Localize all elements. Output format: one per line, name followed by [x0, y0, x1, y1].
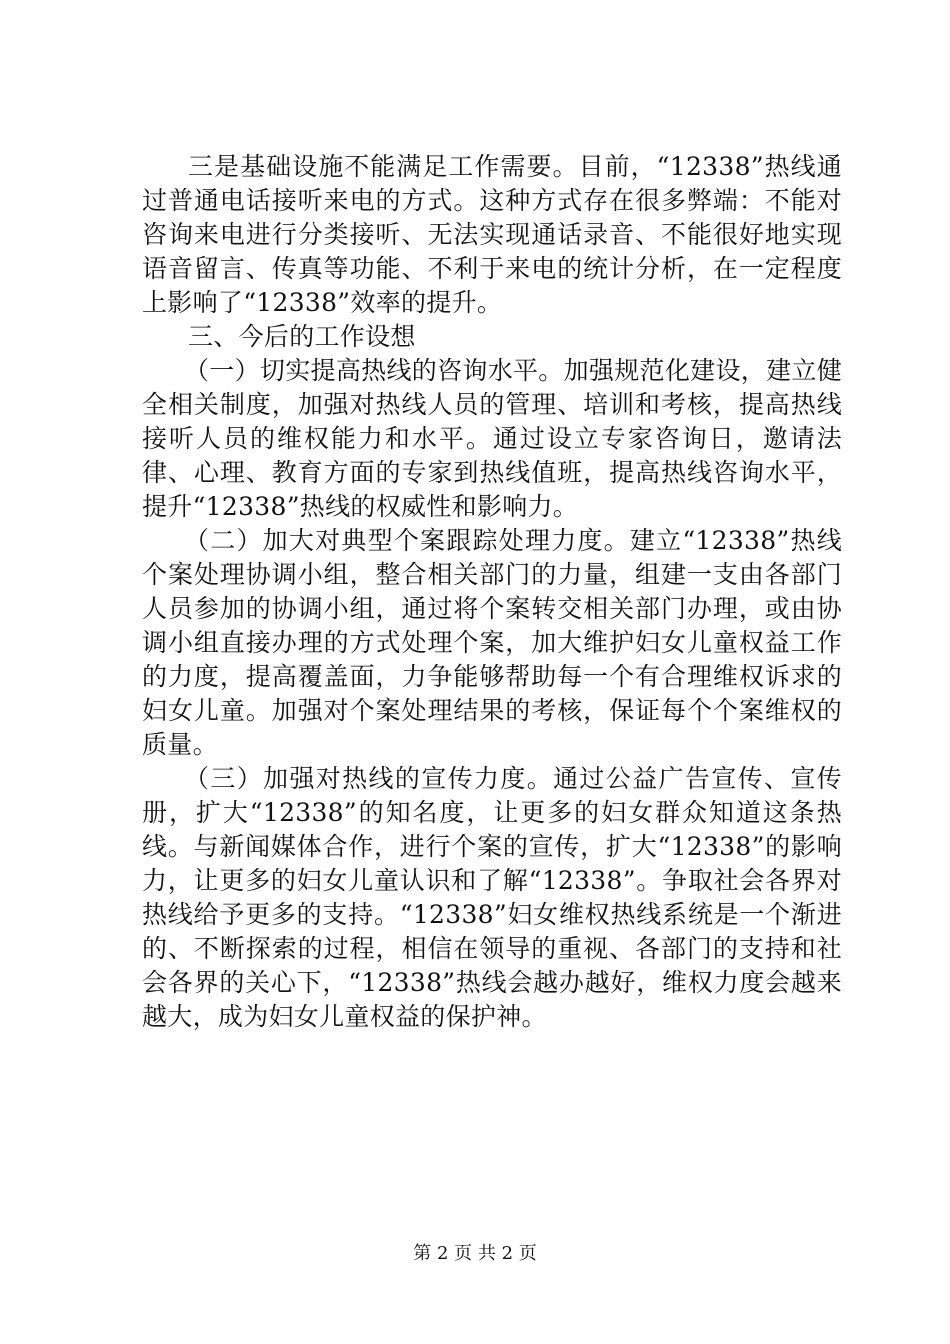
paragraph-item-1: （一）切实提高热线的咨询水平。加强规范化建设，建立健全相关制度，加强对热线人员的管理、培训和考核，提高热线接听人员的维权能力和水平。通过设立专家咨询日，邀请法律、心理、教育方面的专家到热线值班，提高热线咨询水平，提升“12338”热线的权威性和影响力。 [142, 356, 842, 521]
paragraph-item-2: （二）加大对典型个案跟踪处理力度。建立“12338”热线个案处理协调小组，整合相关部门的力量，组建一支由各部门人员参加的协调小组，通过将个案转交相关部门办理，或由协调小组直接办理的方式处理个案，加大维护妇女儿童权益工作的力度，提高覆盖面，力争能够帮助每一个有合理维权诉求的妇女儿童。加强对个案处理结果的考核，保证每个个案维权的质量。 [142, 526, 842, 759]
paragraph-infrastructure: 三是基础设施不能满足工作需要。目前，“12338”热线通过普通电话接听来电的方式。这种方式存在很多弊端：不能对咨询来电进行分类接听、无法实现通话录音、不能很好地实现语音留言、传真等功能、不利于来电的统计分析，在一定程度上影响了“12338”效率的提升。 [142, 152, 842, 317]
section-heading-future-plans: 三、今后的工作设想 [188, 322, 416, 351]
paragraph-item-3: （三）加强对热线的宣传力度。通过公益广告宣传、宣传册，扩大“12338”的知名度，让更多的妇女群众知道这条热线。与新闻媒体合作，进行个案的宣传，扩大“12338”的影响力，让更多的妇女儿童认识和了解“12338”。争取社会各界对热线给予更多的支持。“12338”妇女维权热线系统是一个渐进的、不断探索的过程，相信在领导的重视、各部门的支持和社会各界的关心下，“12338”热线会越办越好，维权力度会越来越大，成为妇女儿童权益的保护神。 [142, 764, 842, 1031]
document-body [142, 150, 842, 1034]
page-footer: 第 2 页 共 2 页 [413, 1243, 537, 1264]
